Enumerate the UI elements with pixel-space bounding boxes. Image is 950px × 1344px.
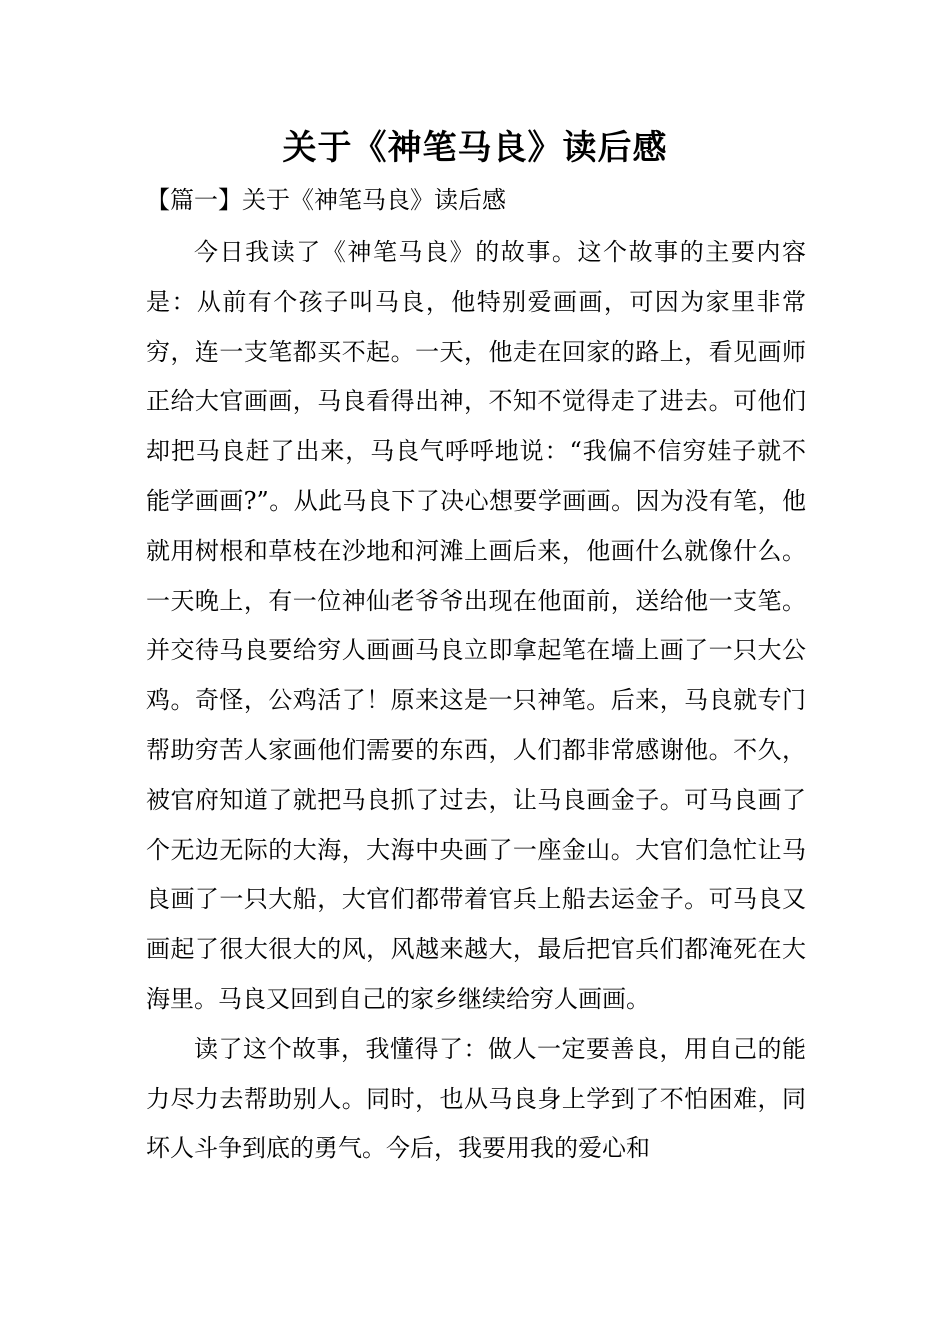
section-heading: 【篇一】关于《神笔马良》读后感 (146, 186, 506, 214)
paragraph-2: 读了这个故事，我懂得了：做人一定要善良，用自己的能力尽力去帮助别人。同时，也从马良身上学到了不怕困难，同坏人斗争到底的勇气。今后，我要用我的爱心和 (146, 1034, 806, 1163)
paragraph-1: 今日我读了《神笔马良》的故事。这个故事的主要内容是：从前有个孩子叫马良，他特别爱画画，可因为家里非常穷，连一支笔都买不起。一天，他走在回家的路上，看见画师正给大官画画，马良看得出神，不知不觉得走了进去。可他们却把马良赶了出来，马良气呼呼地说：“我偏不信穷娃子就不能学画画?”。从此马良下了决心想要学画画。因为没有笔，他就用树根和草枝在沙地和河滩上画后来，他画什么就像什么。一天晚上，有一位神仙老爷爷出现在他面前，送给他一支笔。并交待马良要给穷人画画马良立即拿起笔在墙上画了一只大公鸡。奇怪，公鸡活了！原来这是一只神笔。后来，马良就专门帮助穷苦人家画他们需要的东西，人们都非常感谢他。不久，被官府知道了就把马良抓了过去，让马良画金子。可马良画了个无边无际的大海，大海中央画了一座金山。大官们急忙让马良画了一只大船，大官们都带着官兵上船去运金子。可马良又画起了很大很大的风，风越来越大，最后把官兵们都淹死在大海里。马良又回到自己的家乡继续给穷人画画。 (146, 238, 806, 1013)
document-body (146, 228, 806, 1174)
document-title: 关于《神笔马良》读后感 (282, 128, 668, 168)
